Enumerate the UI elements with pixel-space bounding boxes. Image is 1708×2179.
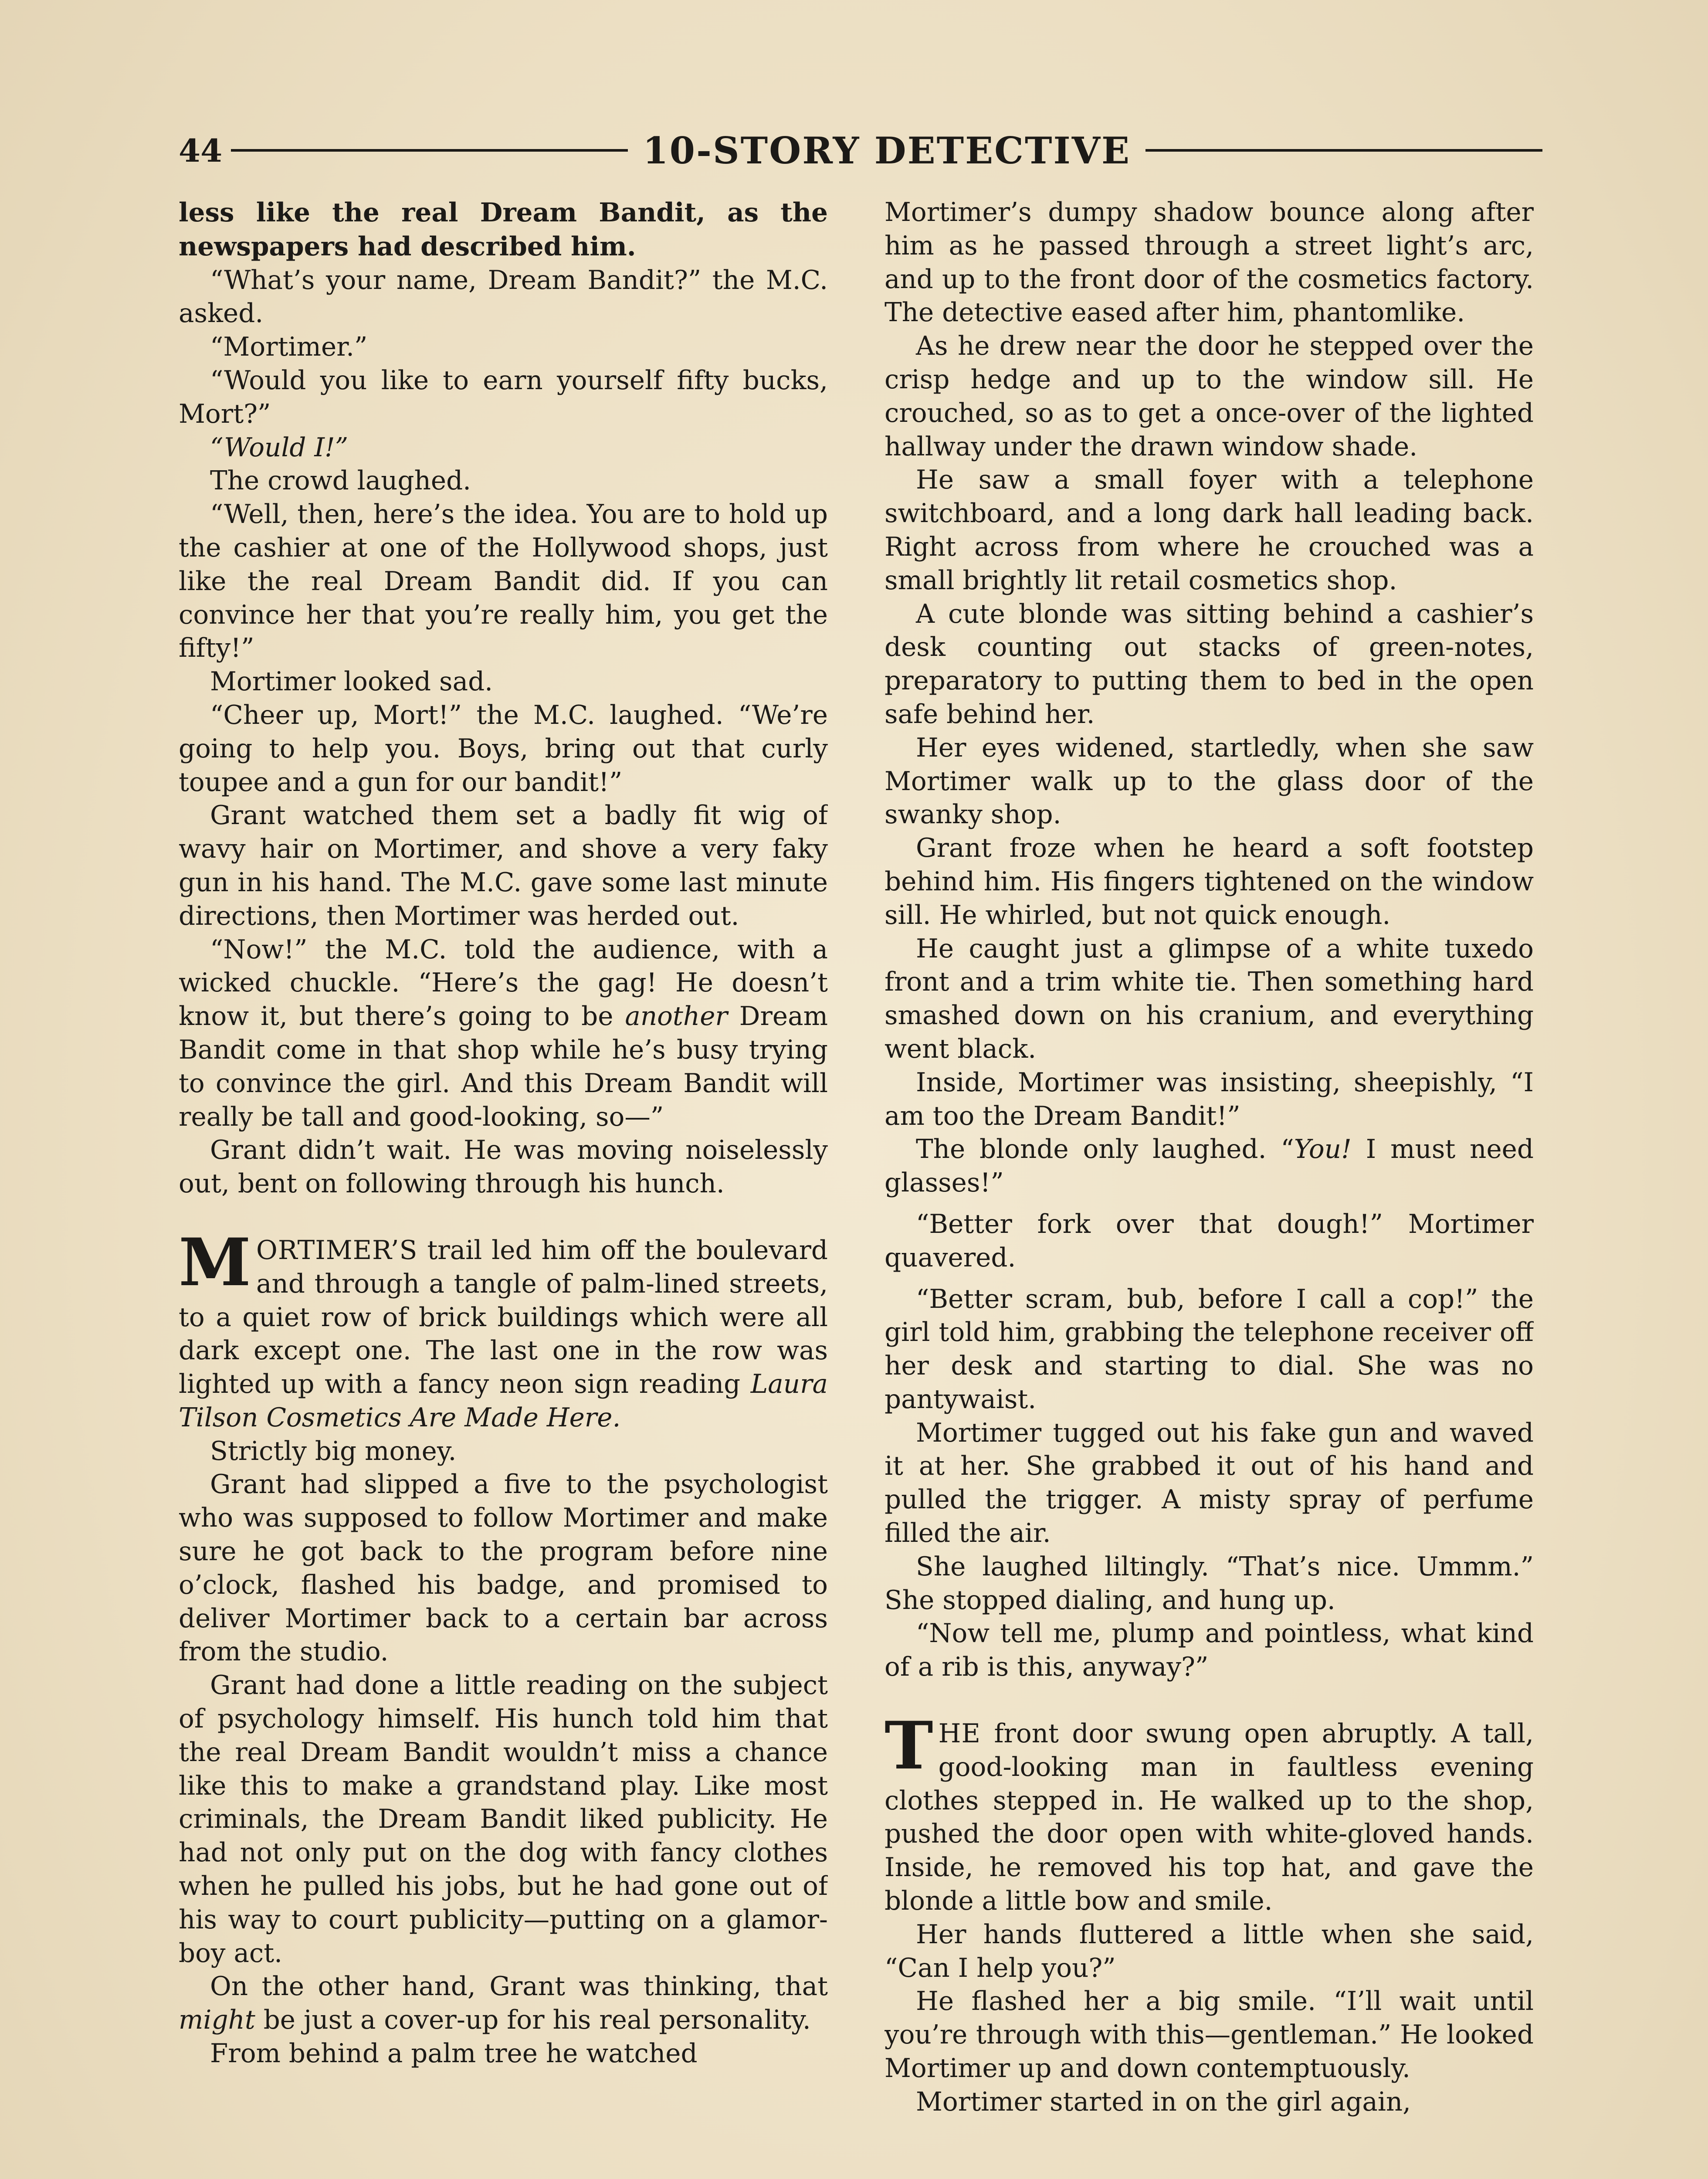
paragraph: “Mortimer.” (210, 332, 368, 363)
paragraph: He flashed her a big smile. “I’ll wait until you’re through with this—gentleman.” He looked Mortimer up and down contemptuously. (884, 1986, 1534, 2084)
paragraph: Grant had slipped a five to the psychologist who was supposed to follow Mortimer and make sure he got back to the program before nine o’clock, flashed his badge, and promised to deliver Mortimer back to a certain bar across from the studio. (179, 1470, 828, 1667)
paragraph: He caught just a glimpse of a white tuxedo front and a trim white tie. Then something hard smashed down on his cranium, and everything went black. (884, 933, 1534, 1064)
paragraph: “Now tell me, plump and pointless, what kind of a rib is this, anyway?” (884, 1619, 1534, 1683)
right-column (884, 196, 1534, 2179)
paragraph: Inside, Mortimer was insisting, sheepishly, “I am too the Dream Bandit!” (884, 1067, 1534, 1131)
drop-cap: M (179, 1224, 251, 1301)
left-column (179, 196, 828, 2179)
paragraph: “Better scram, bub, before I call a cop!” the girl told him, grabbing the telephone receiver off her desk and starting to dial. She was no pantywaist. (884, 1284, 1534, 1415)
paragraph: Grant didn’t wait. He was moving noiselessly out, bent on following through his hunch. (179, 1135, 828, 1199)
paragraph: Mortimer started in on the girl again, (916, 2087, 1411, 2117)
paragraph: He saw a small foyer with a telephone switchboard, and a long dark hall leading back. Right across from where he crouched was a small brightly lit retail cosmetics shop. (884, 465, 1534, 596)
section-opening-paragraph: MORTIMER’S trail led him off the boulevard and through a tangle of palm-lined streets, to a quiet row of brick buildings which were all dark except one. The last one in the row was lighted up with a fancy neon sign reading Laura Tilson Cosmetics Are Made Here. (179, 1224, 828, 1433)
paragraph: less like the real Dream Bandit, as the newspapers had described him. (179, 197, 828, 262)
paragraph: Mortimer tugged out his fake gun and waved it at her. She grabbed it out of his hand and pulled the trigger. A misty spray of perfume filled the air. (884, 1418, 1534, 1549)
paragraph: The blonde only laughed. “You! I must need glasses!” (884, 1134, 1534, 1198)
paragraph: Strictly big money. (210, 1436, 457, 1466)
paragraph: “Would you like to earn yourself fifty bucks, Mort?” (179, 365, 828, 429)
section-opening-paragraph: THE front door swung open abruptly. A tall, good-looking man in faultless evening clothes stepped in. He walked up to the shop, pushed the door open with white-gloved hands. Inside, he removed his top hat, and gave the blonde a little bow and smile. (884, 1707, 1534, 1917)
paragraph: The crowd laughed. (210, 466, 471, 496)
paragraph: As he drew near the door he stepped over the crisp hedge and up to the window sill. He crouched, so as to get a once-over of the lighted hallway under the drawn window shade. (884, 331, 1534, 462)
paragraph: “Better fork over that dough!” Mortimer quavered. (884, 1209, 1534, 1273)
paragraph: “Cheer up, Mort!” the M.C. laughed. “We’re going to help you. Boys, bring out that curly toupee and a gun for our bandit!” (179, 700, 828, 798)
page-header (179, 126, 1542, 174)
paragraph: Grant had done a little reading on the subject of psychology himself. His hunch told him that the real Dream Bandit wouldn’t miss a chance like this to make a grandstand play. Like most criminals, the Dream Bandit liked publicity. He had not only put on the dog with fancy clothes when he pulled his jobs, but he had gone out of his way to court publicity—putting on a glamor-boy act. (179, 1670, 828, 1969)
paragraph: From behind a palm tree he watched (210, 2039, 698, 2069)
header-rule-right (1145, 149, 1542, 152)
paragraph: Mortimer looked sad. (210, 667, 493, 697)
paragraph: Grant froze when he heard a soft footstep behind him. His fingers tightened on the window sill. He whirled, but not quick enough. (884, 833, 1534, 930)
page-number: 44 (179, 132, 223, 169)
paragraph: Mortimer’s dumpy shadow bounce along after him as he passed through a street light’s arc, and up to the front door of the cosmetics factory. The detective eased after him, phantomlike. (884, 197, 1534, 328)
paragraph: Grant watched them set a badly fit wig of wavy hair on Mortimer, and shove a very faky gun in his hand. The M.C. gave some last minute directions, then Mortimer was herded out. (179, 801, 828, 931)
paragraph: “Now!” the M.C. told the audience, with a wicked chuckle. “Here’s the gag! He doesn’t know it, but there’s going to be another Dream Bandit come in that shop while he’s busy trying to convince the girl. And this Dream Bandit will really be tall and good-looking, so—” (179, 934, 828, 1132)
drop-cap: T (884, 1707, 933, 1785)
paragraph: “What’s your name, Dream Bandit?” the M.C. asked. (179, 265, 828, 329)
paragraph: On the other hand, Grant was thinking, that might be just a cover-up for his real personality. (179, 1972, 828, 2036)
paragraph: A cute blonde was sitting behind a cashier’s desk counting out stacks of green-notes, preparatory to putting them to bed in the open safe behind her. (884, 599, 1534, 730)
paragraph: She laughed liltingly. “That’s nice. Ummm.” She stopped dialing, and hung up. (884, 1551, 1534, 1616)
paragraph: “Well, then, here’s the idea. You are to hold up the cashier at one of the Hollywood shops, just like the real Dream Bandit did. If you can convince her that you’re really him, you get the fifty!” (179, 499, 828, 664)
paragraph: “Would I!” (210, 432, 349, 463)
paragraph: Her hands fluttered a little when she said, “Can I help you?” (884, 1919, 1534, 1983)
paragraph: Her eyes widened, startledly, when she saw Mortimer walk up to the glass door of the swanky shop. (884, 733, 1534, 830)
magazine-title: 10-STORY DETECTIVE (643, 129, 1131, 172)
header-rule-left (231, 149, 628, 152)
